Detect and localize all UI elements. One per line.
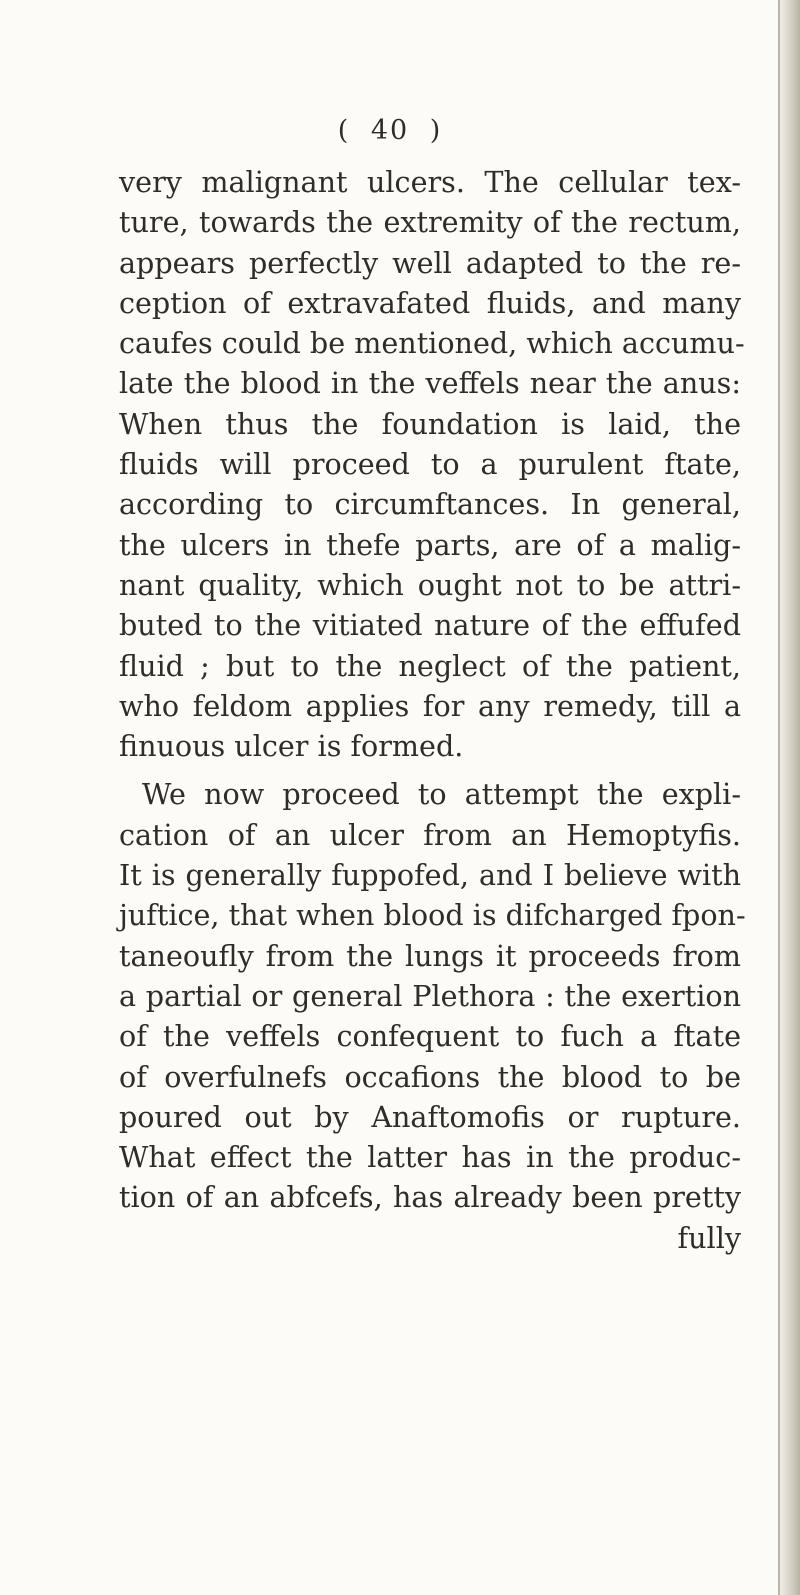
text-line: poured out by Anaftomofis or rupture. <box>119 1099 741 1134</box>
text-line: the ulcers in thefe parts, are of a malig- <box>119 527 741 562</box>
text-line: very malignant ulcers. The cellular tex- <box>119 165 741 199</box>
text-line: a partial or general Plethora : the exertion <box>119 978 741 1013</box>
text-line: nant quality, which ought not to be attri- <box>119 567 741 602</box>
paragraph-1 <box>119 162 745 766</box>
text-line: fluids will proceed to a purulent ftate, <box>119 447 741 482</box>
page-spine-edge <box>778 0 780 1595</box>
text-line: late the blood in the veffels near the anus: <box>119 366 741 401</box>
page-number-header: ( 40 ) <box>337 115 443 146</box>
body-text <box>119 162 746 1258</box>
text-line: tion of an abfcefs, has already been pretty <box>119 1180 741 1215</box>
text-line: What effect the latter has in the produc- <box>119 1140 741 1175</box>
text-line: juftice, that when blood is difcharged fpon- <box>119 898 746 933</box>
text-line: fluid ; but to the neglect of the patient, <box>119 648 741 683</box>
text-line: caufes could be mentioned, which accumu- <box>119 326 745 361</box>
text-line: appears perfectly well adapted to the re- <box>119 245 741 280</box>
text-line: who feldom applies for any remedy, till a <box>119 688 741 723</box>
text-line: ture, towards the extremity of the rectum, <box>119 205 741 240</box>
paragraph-gap <box>119 766 741 774</box>
text-line: buted to the vitiated nature of the effufed <box>119 608 741 643</box>
text-line: When thus the foundation is laid, the <box>119 406 741 441</box>
text-line: of the veffels confequent to fuch a ftate <box>119 1019 741 1054</box>
paragraph-2 <box>119 774 746 1217</box>
text-line: cation of an ulcer from an Hemoptyfis. <box>119 817 741 852</box>
text-line: of overfulnefs occafions the blood to be <box>119 1059 741 1094</box>
text-line: We now proceed to attempt the expli- <box>142 777 741 812</box>
text-line: according to circumftances. In general, <box>119 487 741 522</box>
text-line: It is generally fuppofed, and I believe with <box>119 858 741 893</box>
text-line: finuous ulcer is formed. <box>119 729 464 764</box>
catchword: fully <box>677 1220 741 1255</box>
page-spine-shadow <box>778 0 800 1595</box>
text-line: ception of extravafated fluids, and many <box>119 285 741 320</box>
text-line: taneoufly from the lungs it proceeds from <box>119 938 741 973</box>
